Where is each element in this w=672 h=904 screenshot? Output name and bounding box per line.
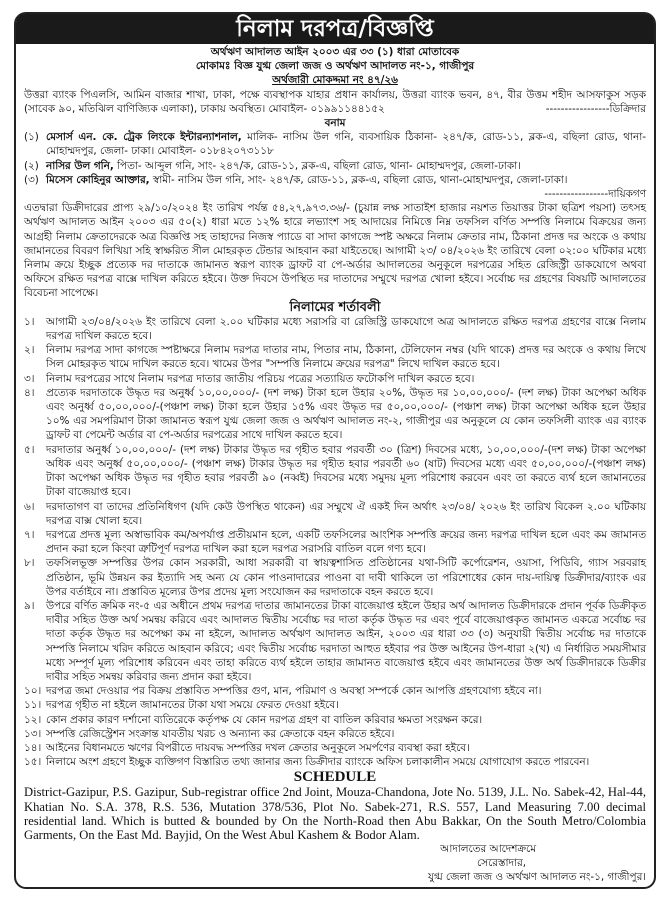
term-number: ৬। <box>24 500 35 513</box>
respondents-list <box>24 130 646 187</box>
signature-line-1: আদালতের আদেশক্রমে <box>440 843 536 856</box>
term-item <box>24 684 646 698</box>
term-number: ১১। <box>24 699 42 712</box>
term-item <box>24 556 646 599</box>
term-number: ৫। <box>24 443 35 456</box>
respondent-text <box>46 159 646 173</box>
term-item <box>24 386 646 443</box>
case-number: অর্থজারী মোকদ্দমা নং ৪৭/২৬ <box>272 74 398 87</box>
notice-title: নিলাম দরপত্র/বিজ্ঞপ্তি <box>16 14 654 44</box>
respondent-details: মালিক- নাসিম উল গনি, ব্যবসায়িক ঠিকানা- ২৪৭/ক, রোড-১১, ব্লক-এ, বছিলা রোড, থানা- মোহাম্মদপুর, জেলা- ঢাকা। মোবাইল- ০১৮৪২০৭৩১১৮ <box>46 131 646 158</box>
notice-frame <box>14 12 656 889</box>
respondent-text <box>46 173 646 187</box>
term-number: ৩। <box>24 372 35 385</box>
respondent-number: (২) <box>24 159 39 172</box>
terms-heading: নিলামের শর্তাবলী <box>289 299 381 315</box>
term-item <box>24 372 646 386</box>
signature-block <box>24 842 646 884</box>
respondents-role: -----------------দায়িকগণ <box>544 188 646 201</box>
versus: বনাম <box>324 117 346 130</box>
term-text: তফসিলভূক্ত সম্পত্তির উপর কোন সরকারী, আধা সরকারী বা স্বায়ত্বশাসিত প্রতিষ্ঠানের যথা-সিটি কর্পোরেশন, ওয়াসা, পিডিবি, গ্যাস সরবরাহ প্রতিষ্ঠান, ভূমি উন্নয়ন কর ইত্যাদি সহ অন্য যে কোন পাওনাদারের পাওনা বা দাবী থাকিলে তা পরিশোধের কোন দায়-দায়িত্ব ডিক্রীদার/ব্যাংক এর উপর বর্তাইবে না। প্রস্তাবিত মূল্যের উপর প্রদেয় মূল্য সংযোজন কর দরদাতাকে বহন করতে হবে। <box>46 557 646 598</box>
term-number: ৭। <box>24 528 35 541</box>
term-item <box>24 315 646 343</box>
notice-content <box>16 44 654 887</box>
respondent-item <box>24 159 646 173</box>
respondent-details: পিতা- আব্দুল গনি, সাং- ২৪৭/ক, রোড-১১, ব্লক-এ, বছিলা রোড, থানা- মোহাম্মদপুর, জেলা-ঢাকা। <box>113 159 521 172</box>
term-number: ১। <box>24 315 35 328</box>
term-item <box>24 443 646 500</box>
schedule-text: District-Gazipur, P.S. Gazipur, Sub-registrar office 2nd Joint, Mouza-Chandona, Jote No. 5139, J.L. No. Sabek-42, Hal-44, Khatian No. S.A. 378, R.S. 536, Mutation 378/536, Plot No. Sabek-271, R.S. 557, Land Measuring 7.00 decimal residential land. Which is butted & bounded by On the North-Road then Abu Bakkar, On the South Metro/Colombia Garments, On the East Md. Bayjid, On the West Abul Kashem & Bodor Alam. <box>24 785 646 842</box>
respondent-text <box>46 130 646 158</box>
term-text: আইনের বিধানমতে ঋণের বিপরীতে দায়বদ্ধ সম্পত্তির দখল ক্রেতার অনুকূলে সমর্পণের ব্যবস্থা করা হইবে। <box>46 741 470 754</box>
decree-holder-role: -----------------ডিক্রিদার <box>545 102 646 115</box>
respondent-number: (১) <box>24 131 39 144</box>
respondent-item <box>24 130 646 158</box>
term-number: ৯। <box>24 599 35 612</box>
header-line-1: অর্থঋণ আদালত আইন ২০০৩ এর ৩৩ (১) ধারা মোতাবেক <box>210 46 460 58</box>
term-text: দরদাতাগণ বা তাদের প্রতিনিধিগণ (যদি কেউ উপস্থিত থাকেন) এর সম্মুখে ঐ একই দিন অর্থাৎ ২৩/০৪/ ২০২৬ ইং তারিখ বিকেল ২.০০ ঘটিকায় দরপত্র বাক্স খোলা হবে। <box>46 500 646 527</box>
term-text: দরদাতার অনুর্ধ্ব ১০,০০,০০০/- (দশ লক্ষ) টাকার উদ্ধৃত দর গৃহীত হবার পরবর্তী ৩০ (ত্রিশ) দিবসের মধ্যে, ১০,০০,০০০/-(দশ লক্ষ) টাকা অপেক্ষা অধিক এবং অনুর্ধ্ব ৫০,০০,০০০/- (পঞ্চাশ লক্ষ) টাকার উদ্ধৃত দর গৃহীত হবার পরবর্তী ৬০ (ষাট) দিবসের মধ্যে এবং ৫০,০০,০০০/-(পঞ্চাশ লক্ষ) টাকা অপেক্ষা অধিক উদ্ধৃত দর গৃহীত হবার পরবর্তী ৯০ (নব্বই) দিবসের মধ্যে সমুদয় মূল্য পরিশোধ করবেন এবং তা করতে ব্যর্থ হলে জামানতের টাকা বাজেয়াপ্ত হবে। <box>46 443 646 499</box>
term-text: প্রত্যেক দরদাতাকে উদ্ধৃত দর অনুর্ধ্ব ১০,০০,০০০/- (দশ লক্ষ) টাকা হলে উহার ২০%, উদ্ধৃত দর ১০,০০,০০০/- (দশ লক্ষ) টাকা অপেক্ষা অধিক এবং অনুর্ধ্ব ৫০,০০,০০০/-(পঞ্চাশ লক্ষ) টাকা হলে উহার ১৫% এবং উদ্ধৃত দর ৫০,০০,০০০/- (পঞ্চাশ লক্ষ) টাকা অপেক্ষা অধিক হলে উহার ১০% এর সমপরিমাণ টাকা জামানত স্বরূপ যুগ্ম জেলা জজ ও অর্থঋণ আদালত নং-২, গাজীপুর এর অনুকূলে যে কোন তফসিলী ব্যাংক এর ব্যাংক ড্রাফট বা পেমেন্ট অর্ডার বা পে-অর্ডার দরপত্রের সাথে দাখিল করতে হবে। <box>46 386 646 442</box>
term-text: আগামী ২৩/০৪/২০২৬ ইং তারিখে বেলা ২.০০ ঘটিকার মধ্যে সরাসরি বা রেজিস্ট্রি ডাকযোগে অত্র আদালতে রক্ষিত দরপত্র গ্রহণের বাক্সে নিলাম দরপত্র দাখিল করতে হবে। <box>46 315 646 343</box>
term-item <box>24 713 646 727</box>
term-text: দরপত্র গৃহীত না হইলে জামানতের টাকা যথা সময়ে ফেরত দেওয়া হইবে। <box>46 699 339 712</box>
term-number: ১৪। <box>24 741 42 754</box>
term-number: ১২। <box>24 713 42 726</box>
signature-line-3: যুগ্ম জেলা জজ ও অর্থঋণ আদালত নং-১, গাজীপুর। <box>427 871 646 884</box>
term-text: উপরে বর্ণিত ক্রমিক নং-৫ এর অধীনে প্রথম দরপত্র দাতার জামানতের টাকা বাজেয়াপ্ত হইলে উহার অর্থ আদালত ডিক্রীদারকে প্রদান পূর্বক ডিক্রীকৃত দাবীর সহিত উক্ত অর্থ সমন্বয় করিবে এবং আদালত দ্বিতীয় সর্বোচ্চ দর দাতা কর্তৃক উদ্ধৃত দর এবং পূর্বে বাজেয়াপ্তকৃত জামানত একত্রে সর্বোচ্চ দর দাতা কর্তৃক উদ্ধৃত দর অপেক্ষা কম না হইলে, আদালত অর্থঋণ আদালত আইন, ২০০৩ এর ধারা ৩৩ (৩) অনুযায়ী দ্বিতীয় সর্বোচ্চ দর দাতাকে সম্পত্তি নিলামে খরিদ করিতে আহবান করিবে; এবং দ্বিতীয় সর্বোচ্চ দরদাতা আহুত হইবার পর উক্ত আইনের উপ-ধারা ২(খ) এ নির্ধারিত সময়সীমার মধ্যে সম্পূর্ণ মূল্য পরিশোধ করিবেন এবং তাহা করিতে ব্যর্থ হইলে তাহার জামানত বাজেয়াপ্ত হইবে এবং জামানতের উক্ত অর্থ ডিক্রীদারকে ডিক্রীর দাবীর সহিত সমন্বয় করিবার জন্য প্রদান করা হইবে। <box>46 599 646 683</box>
respondent-details: স্বামী- নাসিম উল গনি, সাং- ২৪৭/ক, রোড-১১, ব্লক-এ, বছিলা রোড, থানা-মোহাম্মদপুর, জেলা-ঢাকা। <box>149 173 568 186</box>
intro-paragraph: এতদ্বারা ডিক্রীদারের প্রাপ্য ২৯/১০/২০২৪ ইং তারিখ পর্যন্ত ৫৪,২৭,৯৭৩.৩৬/- (চুয়ান্ন লক্ষ সাতাইশ হাজার নয়শত তিয়াত্তর টাকা ছত্রিশ পয়সা) তৎসহ অর্থঋণ আদালত আইন ২০০৩ এর ৫০(২) ধারা মতে ১২% হারে লভ্যাংশ সহ আদায়ের নিমিত্তে নিম্ন তফসিল বর্ণিত সম্পত্তি নিলামে বিক্রয়ের জন্য আগ্রহী নিলাম ক্রেতাদেরকে অত্র বিজ্ঞপ্তি সহ তাহাদের নিজস্ব প্যাডে বা সাদা কাগজে স্পষ্ট অক্ষরে নিলাম ক্রেতার নাম, ঠিকানা প্রদত্ত দর অংকে ও কথায় জামানতের বিবরণ লিখিয়া সহি স্বাক্ষরিত সীল মোহরকৃত টেন্ডার আহবান করা যাইতেছে। আগামী ২৩/ ০৪/২০২৬ ইং তারিখে বেলা ০২:০০ ঘটিকার মধ্যে নিলাম ক্রয়ে ইচ্ছুক প্রত্যেক দর দাতাকে জামানত স্বরূপ ব্যাংক ড্রাফট বা পে-অর্ডার আদালতের অনুকূলে দরপত্রের সহিত রেজিস্ট্রী ডাকযোগে অথবা অফিসে রক্ষিত দরপত্র বাক্সে দাখিল করিতে হইবে। উক্ত দিবসে উপস্থিত দর দাতাদের সম্মুখে দরপত্র খোলা হইবে। সর্বোচ্চ দর গ্রহণের বিষয়টি আদালতের বিবেচনা সাপেক্ষে। <box>24 202 646 300</box>
decree-holder-text: উত্তরা ব্যাংক পিএলসি, আমিন বাজার শাখা, ঢাকা, পক্ষে ব্যবস্থাপক যাহার প্রধান কার্যালয়, উত্তরা ব্যাংক ভবন, ৪৭, বীর উত্তম শহীদ আসফাকুস সড়ক (সাবেক ৯০, মতিঝিল বাণিজ্যিক এলাকা), ঢাকায় অবস্থিত। মোবাইল- ০১৯৯১১৪৪১৫২ <box>24 88 646 115</box>
term-item <box>24 741 646 755</box>
term-item <box>24 727 646 741</box>
term-item <box>24 500 646 528</box>
respondent-item <box>24 173 646 187</box>
respondent-name: মেসার্স এন. কে. ট্রেক লিংকে ইন্টারন্যাশনাল, <box>46 131 242 144</box>
term-item <box>24 599 646 684</box>
term-text: দরপত্র জমা দেওয়ার পর বিক্রয় প্রস্তাবিত সম্পত্তির গুণ, মান, পরিমাণ ও অবস্থা সম্পর্কে কোন আপত্তি গ্রহণযোগ্য হইবে না। <box>46 685 542 698</box>
terms-list <box>24 315 646 770</box>
header-line-2: মোকামঃ বিজ্ঞ যুগ্ম জেলা জজ ও অর্থঋণ আদালত নং-১, গাজীপুর <box>195 60 475 73</box>
term-item <box>24 698 646 712</box>
term-item <box>24 528 646 556</box>
decree-holder <box>24 88 646 116</box>
term-text: দরপত্রে প্রদত্ত মূল্য অস্বাভাবিক কম/অপর্যাপ্ত প্রতীয়মান হলে, একটি তফসিলের আংশিক সম্পত্তি ক্রয়ের জন্য দরপত্র দাখিল হলে এবং কম জামানত প্রদান করা হলে কিংবা ত্রুটিপূর্ণ দরপত্র দাখিল করা হলে দরপত্র সরাসরি বাতিল বলে গণ্য হবে। <box>46 528 646 556</box>
term-number: ১০। <box>24 685 42 698</box>
term-item <box>24 755 646 769</box>
term-text: সম্পত্তি রেজিস্ট্রেশন সংক্রান্ত যাবতীয় খরচ ও অন্যান্য কর ক্রেতাকে বহন করিতে হইবে। <box>46 727 395 740</box>
term-text: কোন প্রকার কারণ দর্শানো ব্যতিরেকে কর্তৃপক্ষ যে কোন দরপত্র গ্রহণ বা বাতিল করিবার ক্ষমতা সংরক্ষন করে। <box>46 713 483 726</box>
term-number: ৮। <box>24 557 35 570</box>
respondent-name: নাসির উল গনি, <box>46 159 114 172</box>
term-number: ২। <box>24 344 35 357</box>
signature-line-2: সেরেস্তাদার, <box>477 857 526 870</box>
term-number: ১৩। <box>24 727 42 740</box>
respondent-number: (৩) <box>24 173 39 186</box>
term-text: নিলামে অংশ গ্রহণে ইচ্ছুক ব্যক্তিগণ বিস্তারিত তথ্য জানার জন্য ডিক্রীদার ব্যাংকে অফিস চলাকালীন সময়ে যোগাযোগ করতে পারবেন। <box>46 756 590 769</box>
term-text: নিলাম দরপত্র সাদা কাগজে স্পষ্টাক্ষরে নিলাম দরপত্র দাতার নাম, পিতার নাম, ঠিকানা, টেলিফোন নম্বর (যদি থাকে) প্রদত্ত দর অংকে ও কথায় লিখে সিল মোহরকৃত খামে দাখিল করতে হবে। খামের উপর "সম্পত্তি নিলামে ক্রয়ের দরপত্র" লিখে দাখিল করতে হবে। <box>46 344 646 371</box>
term-number: ৪। <box>24 386 35 399</box>
term-number: ১৫। <box>24 756 42 769</box>
term-item <box>24 343 646 371</box>
respondent-name: মিসেস কোহিনুর আক্তার, <box>46 173 150 186</box>
schedule-heading: SCHEDULE <box>293 769 377 786</box>
term-text: নিলাম দরপত্রের সাথে নিলাম দরপত্র দাতার জাতীয় পরিচয় পত্রের সত্যায়িত ফটোকপি দাখিল করতে হবে। <box>46 372 475 385</box>
